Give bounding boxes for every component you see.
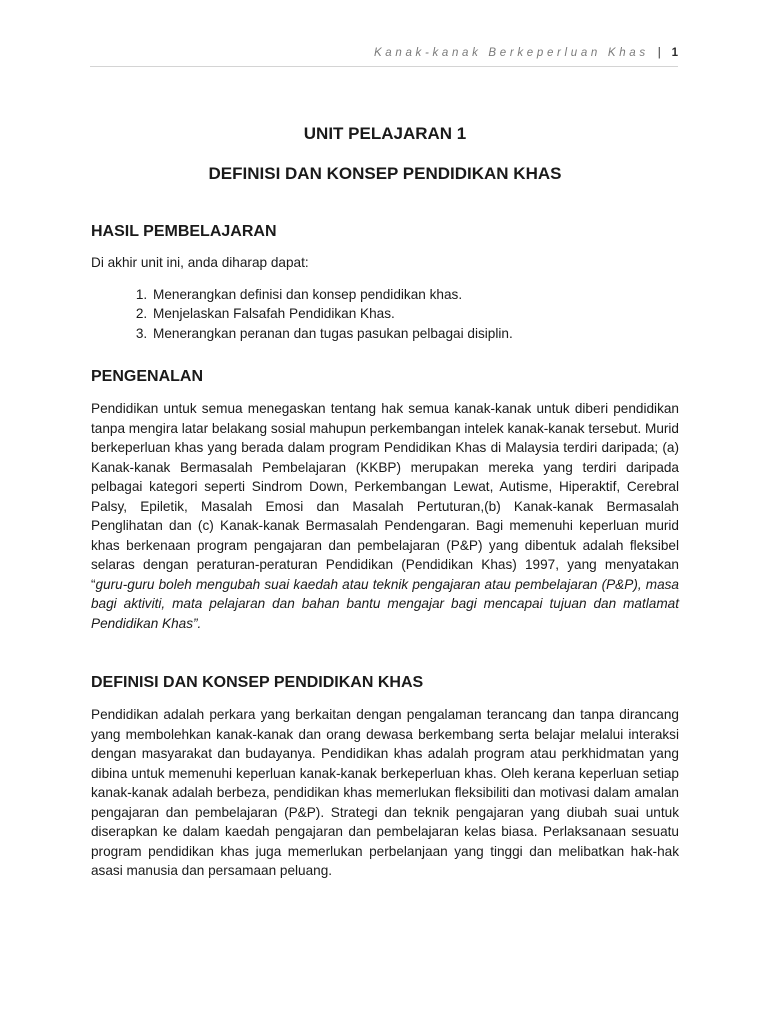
header-separator: | [657, 47, 661, 59]
definition-heading: DEFINISI DAN KONSEP PENDIDIKAN KHAS [91, 674, 424, 691]
list-item: 3. Menerangkan peranan dan tugas pasukan pelbagai disiplin. [151, 324, 679, 344]
topic-title: DEFINISI DAN KONSEP PENDIDIKAN KHAS [208, 164, 562, 183]
page-number: 1 [671, 47, 678, 59]
introduction-text: Pendidikan untuk semua menegaskan tentang hak semua kanak-kanak untuk diberi pendidikan tanpa mengira latar belakang sosial mahupun perkembangan intelek kanak-kanak tersebut. Murid berkeperluan khas yang berada dalam program Pendidikan Khas di Malaysia terdiri daripada; (a) Kanak-kanak Bermasalah Pembelajaran (KKBP) merupakan mereka yang terdiri daripada pelbagai kategori seperti Sindrom Down, Perkembangan Lewat, Autisme, Hiperaktif, Cerebral Palsy, Epiletik, Masalah Emosi dan Masalah Pertuturan,(b) Kanak-kanak Bermasalah Penglihatan dan (c) Kanak-kanak Bermasalah Pendengaran. Bagi memenuhi keperluan murid khas berkenaan program pengajaran dan pembelajaran (P&P) yang dibentuk adalah fleksibel selaras dengan peraturan-peraturan Pendidikan (Pendidikan Khas) 1997, yang menyatakan “ [91, 401, 679, 592]
unit-title: UNIT PELAJARAN 1 [303, 124, 467, 143]
learning-outcomes-list [91, 285, 679, 344]
learning-outcomes-intro: Di akhir unit ini, anda diharap dapat: [91, 255, 309, 270]
list-item: 2. Menjelaskan Falsafah Pendidikan Khas. [151, 304, 679, 324]
list-item: 1. Menerangkan definisi dan konsep pendidikan khas. [151, 285, 679, 305]
page-body [91, 124, 679, 881]
introduction-quote: guru-guru boleh mengubah suai kaedah atau teknik pengajaran atau pembelajaran (P&P), masa bagi aktiviti, mata pelajaran dan bahan bantu mengajar bagi mencapai tujuan dan matlamat Pendidikan Khas”. [91, 576, 679, 631]
definition-paragraph: Pendidikan adalah perkara yang berkaitan dengan pengalaman terancang dan tanpa dirancang yang membolehkan kanak-kanak dan orang dewasa berkembang serta belajar melalui interaksi dengan masyarakat dan budayanya. Pendidikan khas adalah program atau perkhidmatan yang dibina untuk memenuhi keperluan kanak-kanak berkeperluan khas. Oleh kerana keperluan setiap kanak-kanak adalah berbeza, pendidikan khas memerlukan fleksibiliti dan motivasi dalam amalan pengajaran dan pembelajaran (P&P). Strategi dan teknik pengajaran yang diubah suai untuk diserapkan ke dalam kaedah pengajaran dan pembelajaran kelas biasa. Perlaksanaan sesuatu program pendidikan khas juga memerlukan perbelanjaan yang tinggi dan melibatkan hak-hak asasi manusia dan persamaan peluang. [91, 707, 679, 878]
header-rule [90, 66, 678, 67]
introduction-paragraph [91, 399, 679, 633]
introduction-heading: PENGENALAN [91, 368, 204, 385]
running-header [374, 47, 678, 59]
learning-outcomes-heading: HASIL PEMBELAJARAN [91, 223, 277, 240]
running-title: Kanak-kanak Berkeperluan Khas [373, 47, 649, 59]
